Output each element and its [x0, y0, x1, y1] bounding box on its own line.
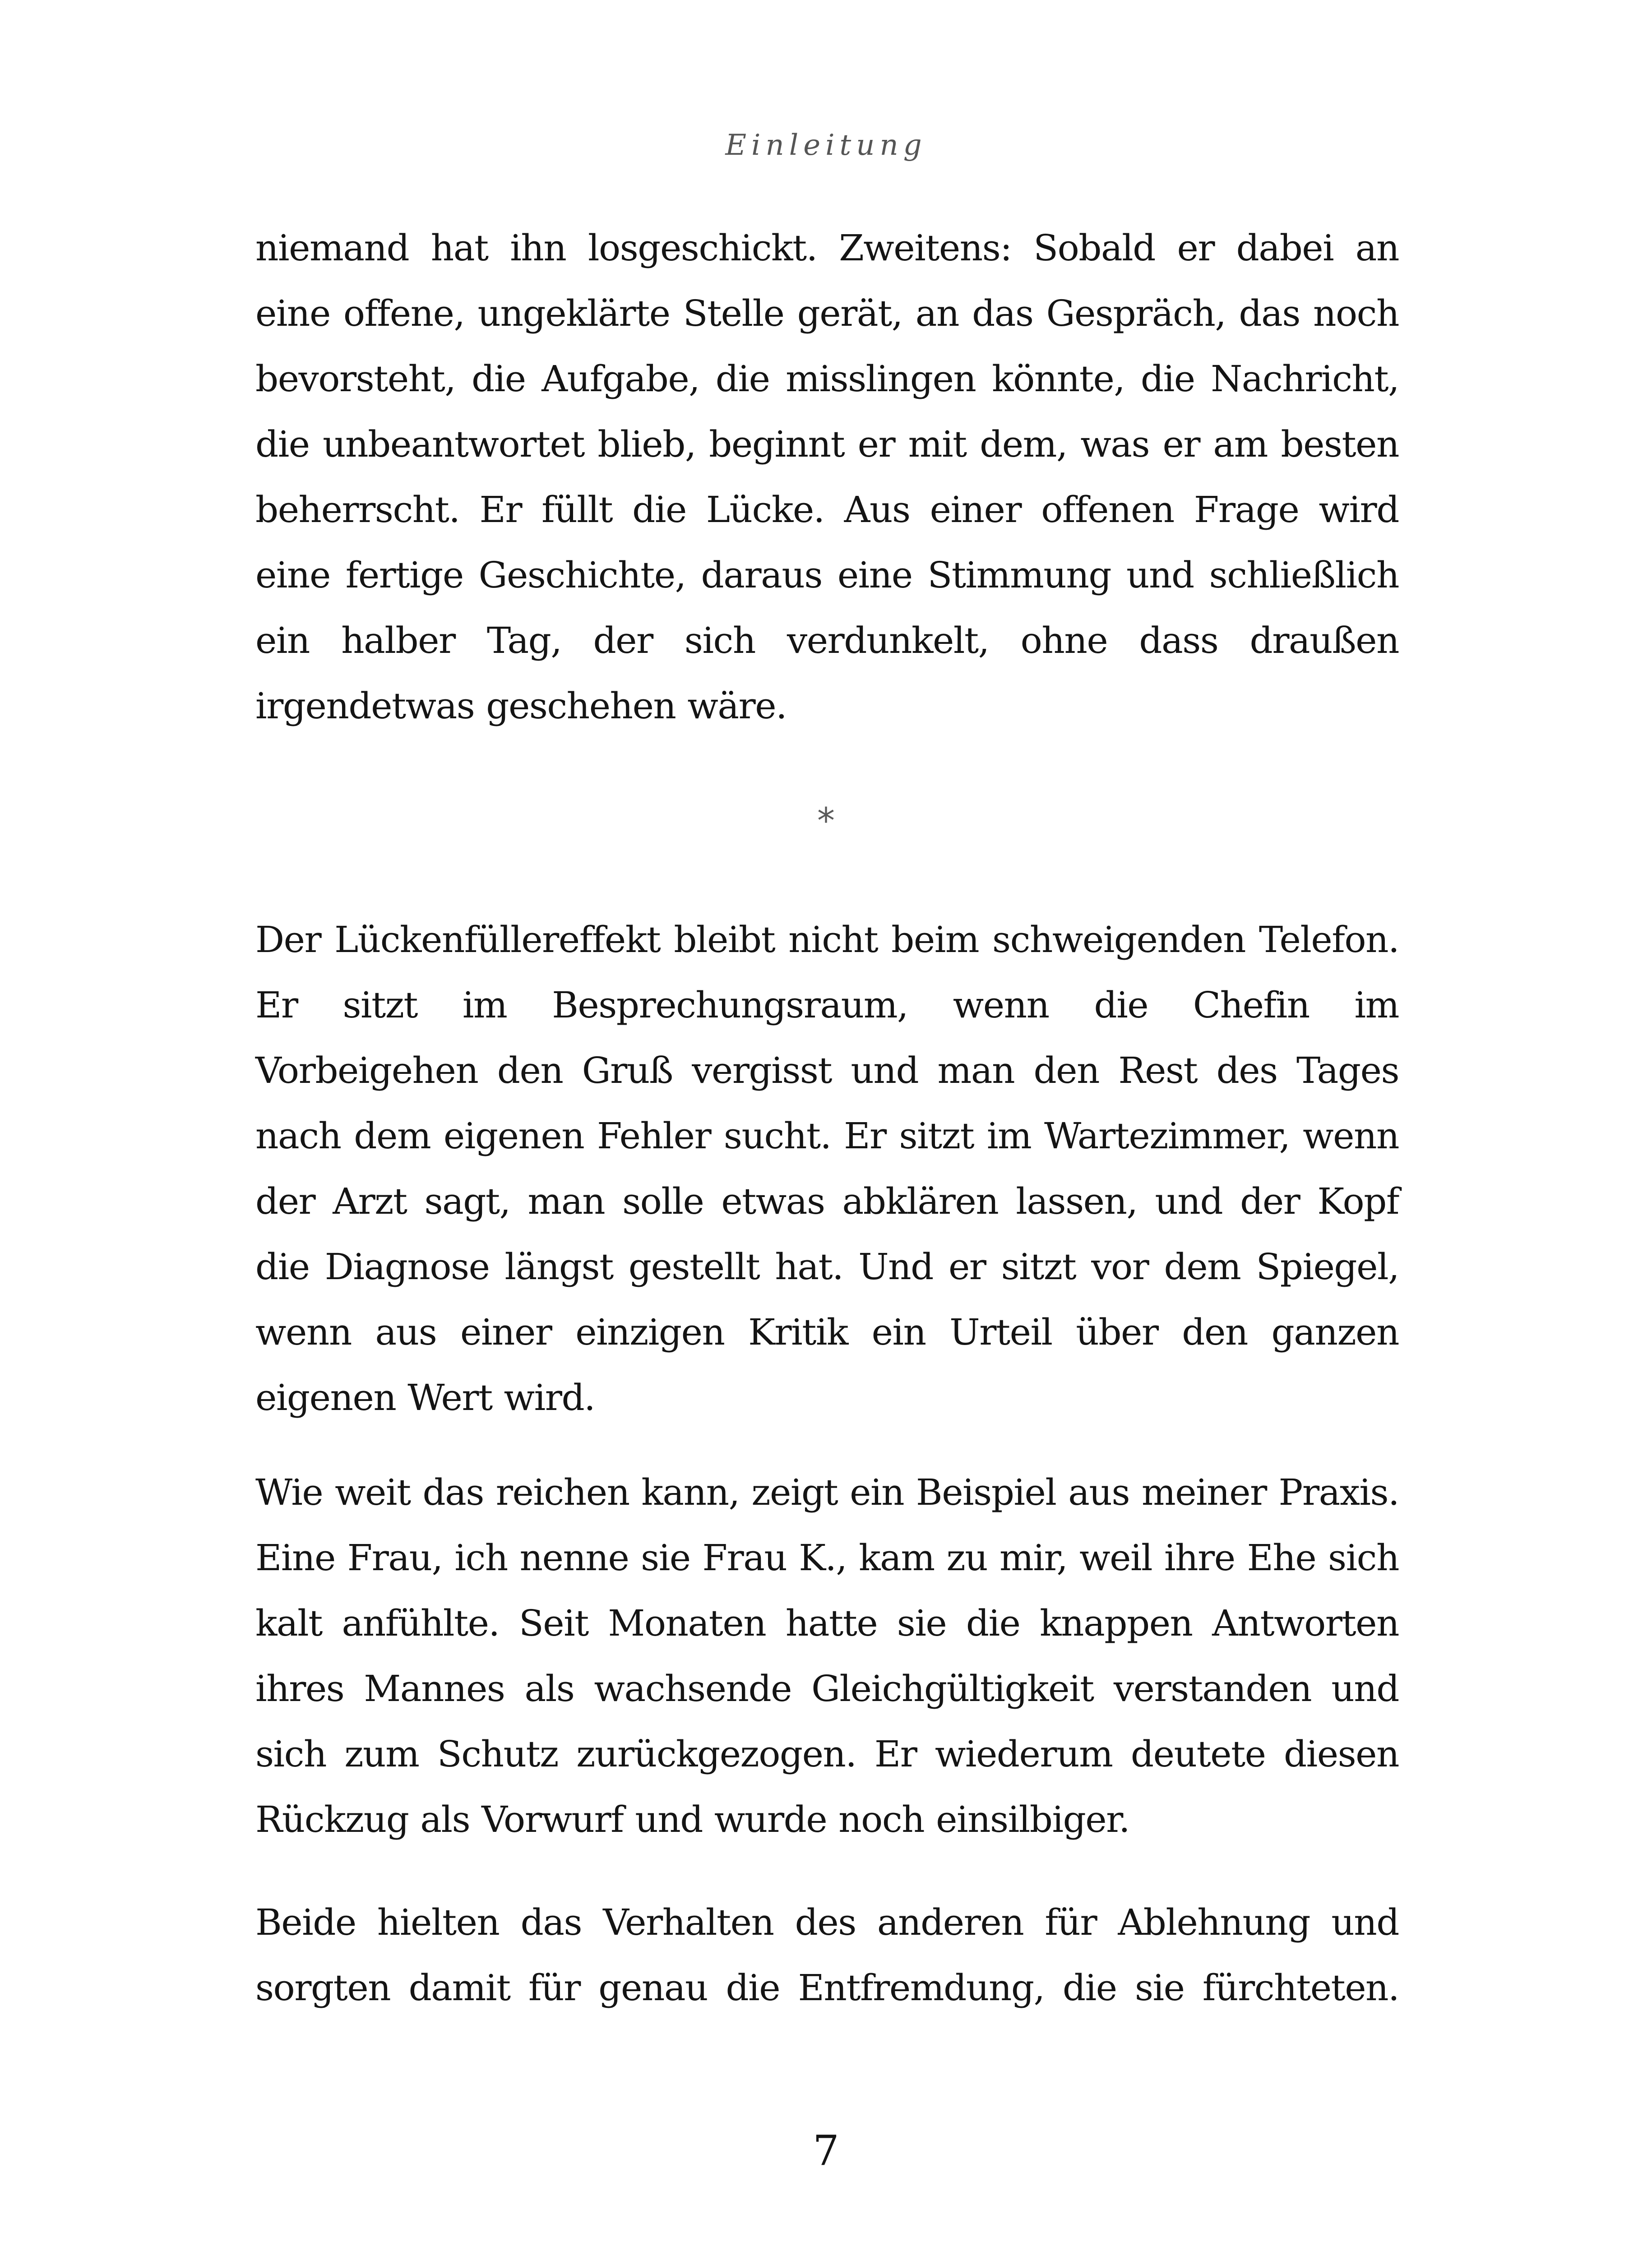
- text-line: Rückzug als Vorwurf und wurde noch einsilbiger.: [255, 1798, 1130, 1840]
- text-line: Vorbeigehen den Gruß vergisst und man den Rest des Tages: [255, 1049, 1399, 1091]
- text-line: eine fertige Geschichte, daraus eine Stimmung und schließlich: [255, 554, 1399, 596]
- text-line: nach dem eigenen Fehler sucht. Er sitzt im Wartezimmer, wenn: [255, 1115, 1399, 1157]
- text-line: die Diagnose längst gestellt hat. Und er sitzt vor dem Spiegel,: [255, 1246, 1399, 1288]
- page-number: 7: [813, 2127, 839, 2175]
- text-line: sich zum Schutz zurückgezogen. Er wiederum deutete diesen: [255, 1733, 1399, 1775]
- text-line: kalt anfühlte. Seit Monaten hatte sie die knappen Antworten: [255, 1602, 1399, 1644]
- text-line: Eine Frau, ich nenne sie Frau K., kam zu mir, weil ihre Ehe sich: [255, 1537, 1399, 1579]
- text-line: Der Lückenfüllereffekt bleibt nicht beim schweigenden Telefon.: [255, 919, 1399, 961]
- text-line: beherrscht. Er füllt die Lücke. Aus einer offenen Frage wird: [255, 489, 1399, 531]
- text-line: ein halber Tag, der sich verdunkelt, ohne dass draußen: [255, 619, 1399, 661]
- text-line: der Arzt sagt, man solle etwas abklären lassen, und der Kopf: [255, 1180, 1399, 1222]
- text-line: Er sitzt im Besprechungsraum, wenn die Chefin im: [255, 984, 1399, 1026]
- running-head: Einleitung: [725, 129, 927, 162]
- text-line: eigenen Wert wird.: [255, 1377, 595, 1419]
- text-line: irgendetwas geschehen wäre.: [255, 685, 787, 727]
- section-break-asterisk: ⁎: [817, 790, 835, 830]
- text-line: Wie weit das reichen kann, zeigt ein Beispiel aus meiner Praxis.: [255, 1471, 1399, 1513]
- paragraph-2: [255, 907, 1399, 1430]
- text-line: die unbeantwortet blieb, beginnt er mit dem, was er am besten: [255, 423, 1399, 465]
- text-line: ihres Mannes als wachsende Gleichgültigkeit verstanden und: [255, 1668, 1399, 1710]
- text-line: niemand hat ihn losgeschickt. Zweitens: Sobald er dabei an: [255, 227, 1399, 269]
- paragraph-3: [255, 1460, 1399, 1852]
- paragraph-4: [255, 1890, 1399, 2020]
- text-line: eine offene, ungeklärte Stelle gerät, an das Gespräch, das noch: [255, 292, 1399, 334]
- text-line: wenn aus einer einzigen Kritik ein Urteil über den ganzen: [255, 1311, 1399, 1353]
- text-line: sorgten damit für genau die Entfremdung, die sie fürchteten.: [255, 1967, 1399, 2009]
- text-line: bevorsteht, die Aufgabe, die misslingen könnte, die Nachricht,: [255, 358, 1399, 400]
- text-line: Beide hielten das Verhalten des anderen für Ablehnung und: [255, 1901, 1399, 1943]
- paragraph-1: [255, 215, 1399, 739]
